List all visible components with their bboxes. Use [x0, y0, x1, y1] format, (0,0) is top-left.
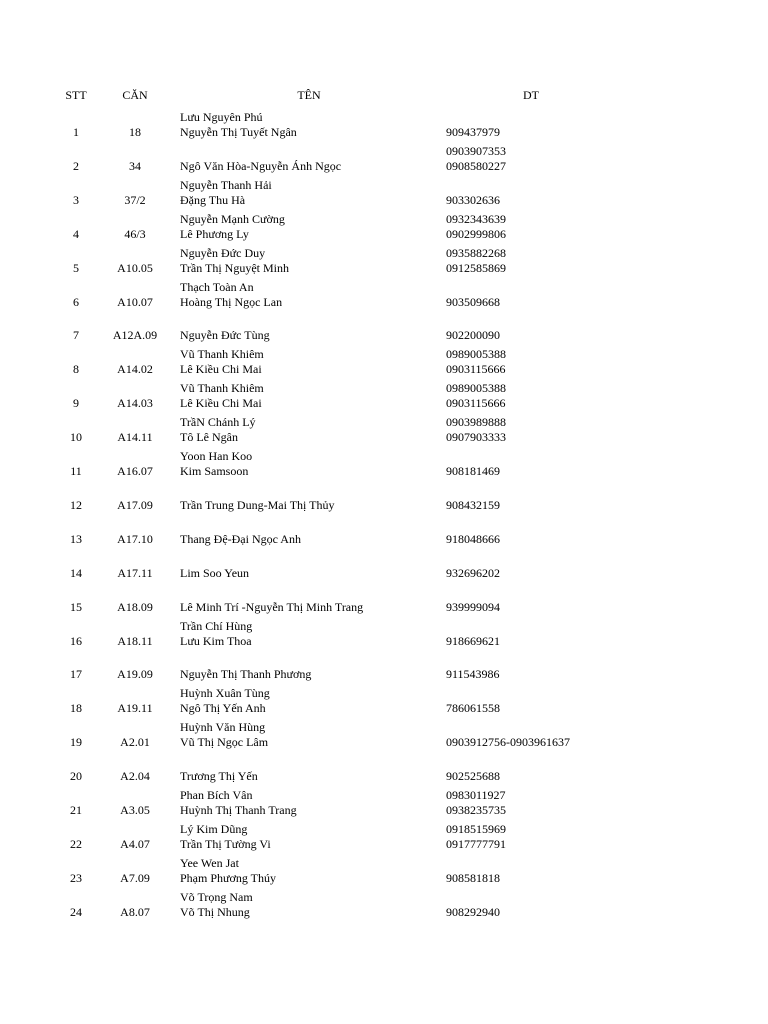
row-ten-line: Lê Phương Ly — [180, 226, 249, 241]
header-dt: DT — [523, 88, 539, 102]
row-can: A17.09 — [117, 497, 153, 512]
row-ten-line: Võ Trọng Nam — [180, 889, 253, 904]
row-ten-line: Huỳnh Xuân Tùng — [180, 686, 270, 701]
row-stt: 3 — [73, 192, 79, 207]
row-stt: 22 — [70, 836, 82, 851]
row-ten-line: Lê Kiều Chi Mai — [180, 396, 262, 411]
row-dt-line: 908292940 — [446, 904, 500, 919]
row-dt-line: 0903115666 — [446, 396, 506, 411]
row-ten-line: TrầN Chánh Lý — [180, 415, 256, 430]
header-can: CĂN — [122, 88, 148, 102]
row-stt: 8 — [73, 362, 79, 377]
table-row — [0, 311, 768, 345]
row-can: A3.05 — [120, 803, 150, 817]
row-dt-line: 786061558 — [446, 701, 500, 716]
row-can: A17.10 — [117, 531, 153, 546]
row-ten-line: Trần Thị Tường Vi — [180, 836, 271, 851]
table-row — [0, 142, 768, 176]
row-ten-line: Yoon Han Koo — [180, 449, 253, 463]
row-can: A17.11 — [117, 565, 153, 580]
row-stt: 12 — [70, 497, 82, 512]
row-ten-line: Ngô Văn Hòa-Nguyễn Ánh Ngọc — [180, 158, 342, 173]
table-row — [0, 583, 768, 617]
table-row — [0, 549, 768, 583]
table-row — [0, 617, 768, 651]
row-ten-line: Tô Lê Ngân — [180, 430, 238, 445]
table-row — [0, 786, 768, 820]
row-can: A14.02 — [117, 362, 153, 377]
header-stt: STT — [65, 88, 87, 102]
row-ten-line: Lê Minh Trí -Nguyễn Thị Minh Trang — [180, 599, 364, 614]
row-dt-line: 0918515969 — [446, 821, 506, 836]
row-stt: 23 — [70, 870, 82, 885]
row-dt-line: 0989005388 — [446, 381, 506, 396]
row-can: A16.07 — [117, 464, 153, 478]
table-row — [0, 278, 768, 312]
row-ten-line: Nguyễn Thị Thanh Phương — [180, 667, 312, 682]
row-ten-line: Nguyễn Mạnh Cường — [180, 211, 285, 226]
row-can: A10.05 — [117, 260, 153, 275]
row-stt: 1 — [73, 125, 79, 139]
row-ten-line: Vũ Thanh Khiêm — [180, 347, 264, 362]
row-stt: 10 — [70, 430, 82, 445]
row-can: A14.03 — [117, 396, 153, 411]
row-can: A2.04 — [120, 769, 150, 784]
table-row — [0, 650, 768, 684]
table-row — [0, 413, 768, 447]
row-ten-line: Trần Chí Hùng — [180, 618, 253, 633]
row-ten-line: Phạm Phương Thúy — [180, 870, 276, 885]
row-dt-line: 0938235735 — [446, 803, 506, 817]
row-stt: 5 — [73, 260, 79, 275]
row-can: A4.07 — [120, 836, 150, 851]
row-ten-line: Huỳnh Thị Thanh Trang — [180, 803, 297, 817]
row-ten-line: Nguyễn Đức Duy — [180, 245, 266, 260]
row-stt: 21 — [70, 803, 82, 817]
row-ten-line: Trần Trung Dung-Mai Thị Thủy — [180, 497, 335, 512]
row-dt-line: 903509668 — [446, 294, 500, 309]
row-ten-line: Vũ Thị Ngọc Lâm — [180, 735, 269, 750]
row-ten-line: Kim Samsoon — [180, 464, 249, 478]
row-dt-line: 0932343639 — [446, 211, 506, 226]
table-row — [0, 752, 768, 786]
table-row — [0, 447, 768, 481]
row-can: A19.09 — [117, 667, 153, 682]
table-row — [0, 888, 768, 922]
row-can: A18.09 — [117, 599, 153, 614]
row-ten-line: Thạch Toàn An — [180, 279, 254, 294]
header-ten: TÊN — [297, 88, 321, 102]
table-header — [0, 88, 768, 104]
row-dt-line: 911543986 — [446, 667, 500, 682]
row-stt: 9 — [73, 396, 79, 411]
row-stt: 15 — [70, 599, 82, 614]
row-ten-line: Ngô Thị Yến Anh — [180, 701, 266, 716]
row-stt: 16 — [70, 633, 82, 648]
row-dt-line: 0989005388 — [446, 347, 506, 362]
row-dt-line: 0902999806 — [446, 226, 506, 241]
table-row — [0, 481, 768, 515]
row-dt-line: 902200090 — [446, 328, 500, 343]
row-dt-line: 0983011927 — [446, 788, 506, 802]
row-ten-line: Thang Đệ-Đại Ngọc Anh — [180, 531, 301, 546]
table-row — [0, 176, 768, 210]
row-stt: 2 — [73, 158, 79, 173]
row-can: A12A.09 — [112, 328, 158, 343]
row-dt-line: 908181469 — [446, 464, 500, 478]
table-row — [0, 684, 768, 718]
row-can: A8.07 — [120, 904, 150, 919]
row-stt: 17 — [70, 667, 82, 682]
row-ten-line: Yee Wen Jat — [180, 855, 239, 870]
row-ten-line: Nguyễn Đức Tùng — [180, 328, 270, 343]
row-can: 37/2 — [124, 192, 146, 207]
table-row — [0, 244, 768, 278]
row-can: 46/3 — [124, 226, 146, 241]
table-row — [0, 820, 768, 854]
row-dt-line: 908432159 — [446, 497, 500, 512]
row-dt-line: 918048666 — [446, 531, 500, 546]
row-dt-line: 0903115666 — [446, 362, 506, 377]
row-dt-line: 0903912756-0903961637 — [446, 735, 570, 750]
row-dt-line: 0912585869 — [446, 260, 506, 275]
row-dt-line: 918669621 — [446, 633, 500, 648]
table-row — [0, 718, 768, 752]
row-stt: 4 — [73, 226, 79, 241]
row-dt-line: 0907903333 — [446, 430, 506, 445]
row-dt-line: 0908580227 — [446, 158, 506, 173]
row-can: 18 — [129, 125, 141, 139]
row-can: A7.09 — [120, 870, 150, 885]
row-stt: 13 — [70, 531, 82, 546]
row-ten-line: Vũ Thanh Khiêm — [180, 381, 264, 396]
row-ten-line: Đặng Thu Hà — [180, 192, 246, 207]
row-dt-line: 903302636 — [446, 192, 500, 207]
table-row — [0, 379, 768, 413]
row-stt: 20 — [70, 769, 82, 784]
row-can: A2.01 — [120, 735, 150, 750]
row-ten-line: Trần Thị Nguyệt Minh — [180, 260, 290, 275]
row-ten-line: Lê Kiều Chi Mai — [180, 362, 262, 377]
row-dt-line: 939999094 — [446, 599, 500, 614]
row-ten-line: Hoàng Thị Ngọc Lan — [180, 294, 283, 309]
table-row — [0, 854, 768, 888]
row-ten-line: Lim Soo Yeun — [180, 565, 250, 580]
table-row — [0, 108, 768, 142]
row-ten-line: Trương Thị Yến — [180, 769, 258, 784]
row-stt: 6 — [73, 294, 79, 309]
row-can: A14.11 — [117, 430, 153, 445]
row-stt: 14 — [70, 565, 82, 580]
row-ten-line: Huỳnh Văn Hùng — [180, 720, 266, 735]
row-can: A10.07 — [117, 294, 153, 309]
row-dt-line: 902525688 — [446, 769, 500, 784]
row-ten-line: Nguyễn Thị Tuyết Ngân — [180, 125, 297, 139]
row-ten-line: Lưu Nguyên Phú — [180, 110, 263, 124]
row-dt-line: 909437979 — [446, 125, 500, 139]
row-dt-line: 908581818 — [446, 870, 500, 885]
row-dt-line: 0903989888 — [446, 415, 506, 430]
row-dt-line: 0917777791 — [446, 836, 506, 851]
row-stt: 11 — [70, 464, 82, 478]
row-ten-line: Lý Kim Dũng — [180, 821, 248, 836]
row-dt-line: 932696202 — [446, 565, 500, 580]
row-ten-line: Nguyễn Thanh Hải — [180, 177, 272, 192]
row-stt: 18 — [70, 701, 82, 716]
row-ten-line: Võ Thị Nhung — [180, 904, 250, 919]
row-stt: 24 — [70, 904, 82, 919]
table-row — [0, 210, 768, 244]
row-can: A19.11 — [117, 701, 153, 716]
row-can: 34 — [129, 158, 141, 173]
table-row — [0, 515, 768, 549]
table-row — [0, 345, 768, 379]
row-can: A18.11 — [117, 633, 153, 648]
row-ten-line: Phan Bích Vân — [180, 788, 253, 802]
row-stt: 7 — [73, 328, 79, 343]
row-stt: 19 — [70, 735, 82, 750]
row-dt-line: 0935882268 — [446, 245, 506, 260]
row-dt-line: 0903907353 — [446, 143, 506, 158]
row-ten-line: Lưu Kim Thoa — [180, 633, 252, 648]
